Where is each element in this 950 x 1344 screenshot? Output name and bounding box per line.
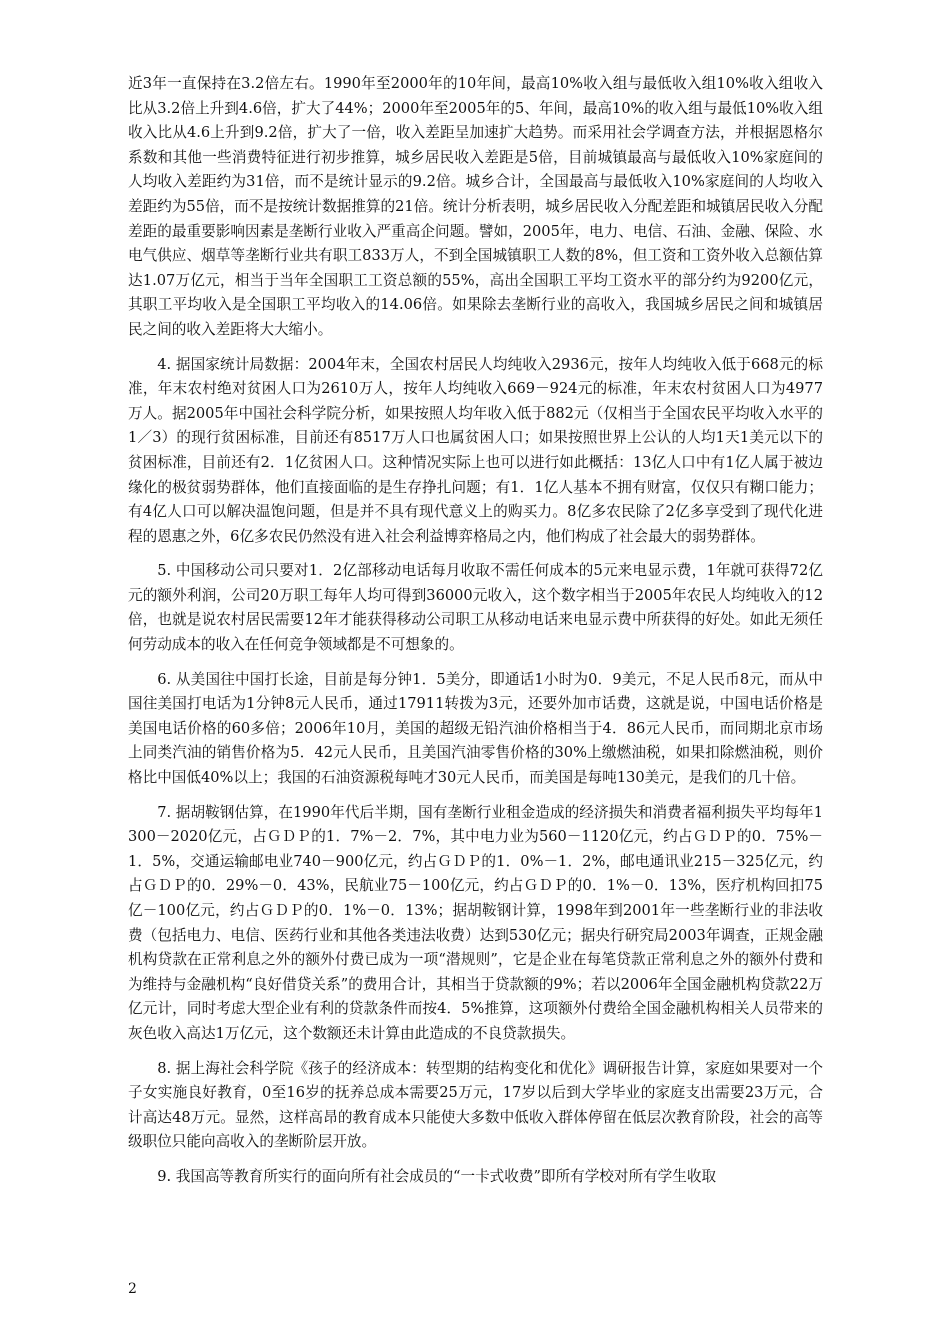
paragraph-item-4: 4. 据国家统计局数据：2004年末，全国农村居民人均纯收入2936元，按年人均纯收入低于668元的标准，年末农村绝对贫困人口为2610万人，按年人均纯收入669－924元的标准，年末农村贫困人口为4977万人。据2005年中国社会科学院分析，如果按照人均年收入低于882元（仅相当于全国农民平均收入水平的1／3）的现行贫困标准，目前还有8517万人口也属贫困人口；如果按照世界上公认的人均1天1美元以下的贫困标准，目前还有2．1亿贫困人口。这种情况实际上也可以进行如此概括：13亿人口中有1亿人属于被边缘化的极贫弱势群体，他们直接面临的是生存挣扎问题；有1．1亿人基本不拥有财富，仅仅只有糊口能力；有4亿人口可以解决温饱问题，但是并不具有现代意义上的购买力。8亿多农民除了2亿多享受到了现代化进程的恩惠之外，6亿多农民仍然没有进入社会利益博弈格局之内，他们构成了社会最大的弱势群体。: [128, 355, 823, 545]
paragraph-continuation: 近3年一直保持在3.2倍左右。1990年至2000年的10年间，最高10%收入组与最低收入组10%收入组收入比从3.2倍上升到4.6倍，扩大了44%；2000年至2005年的5、年间，最高10%的收入组与最低10%收入组收入比从4.6上升到9.2倍，扩大了一倍，收入差距呈加速扩大趋势。而采用社会学调查方法，并根据恩格尔系数和其他一些消费特征进行初步推算，城乡居民收入差距是5倍，目前城镇最高与最低收入10%家庭间的人均收入差距约为31倍，而不是统计显示的9.2倍。城乡合计，全国最高与最低收入10%家庭间的人均收入差距约为55倍，而不是按统计数据推算的21倍。统计分析表明，城乡居民收入分配差距和城镇居民收入分配差距的最重要影响因素是垄断行业收入严重高企问题。譬如，2005年，电力、电信、石油、金融、保险、水电气供应、烟草等垄断行业共有职工833万人，不到全国城镇职工人数的8%，但工资和工资外收入总额估算达1.07万亿元，相当于当年全国职工工资总额的55%，高出全国职工平均工资水平的部分约为9200亿元，其职工平均收入是全国职工平均收入的14.06倍。如果除去垄断行业的高收入，我国城乡居民之间和城镇居民之间的收入差距将大大缩小。: [128, 75, 823, 338]
paragraph-item-8: 8. 据上海社会科学院《孩子的经济成本：转型期的结构变化和优化》调研报告计算，家庭如果要对一个子女实施良好教育，0至16岁的抚养总成本需要25万元，17岁以后到大学毕业的家庭支出需要23万元，合计高达48万元。显然，这样高昂的教育成本只能使大多数中低收入群体停留在低层次教育阶段，社会的高等级职位只能向高收入的垄断阶层开放。: [128, 1059, 823, 1151]
paragraph-item-7: 7. 据胡鞍钢估算，在1990年代后半期，国有垄断行业租金造成的经济损失和消费者福利损失平均每年1300－2020亿元，占ＧＤＰ的1．7%－2．7%，其中电力业为560－1120亿元，约占ＧＤＰ的0．75%－1．5%，交通运输邮电业740－900亿元，约占ＧＤＰ的1．0%－1．2%，邮电通讯业215－325亿元，约占ＧＤＰ的0．29%－0．43%，民航业75－100亿元，约占ＧＤＰ的0．1%－0．13%，医疗机构回扣75亿－100亿元，约占ＧＤＰ的0．1%－0．13%；据胡鞍钢计算，1998年到2001年一些垄断行业的非法收费（包括电力、电信、医药行业和其他各类违法收费）达到530亿元；据央行研究局2003年调查，正规金融机构贷款在正常利息之外的额外付费已成为一项“潜规则”，它是企业在每笔贷款正常利息之外的额外付费和为维持与金融机构“良好借贷关系”的费用合计，其相当于贷款额的9%；若以2006年全国金融机构贷款22万亿元计，同时考虑大型企业有利的贷款条件而按4．5%推算，这项额外付费给全国金融机构相关人员带来的灰色收入高达1万亿元，这个数额还未计算由此造成的不良贷款损失。: [128, 803, 823, 1042]
paragraph-item-5: 5. 中国移动公司只要对1．2亿部移动电话每月收取不需任何成本的5元来电显示费，1年就可获得72亿元的额外利润，公司20万职工每年人均可得到36000元收入，这个数字相当于2005年农民人均纯收入的12倍，也就是说农村居民需要12年才能获得移动公司职工从移动电话来电显示费中所获得的好处。如此无须任何劳动成本的收入在任何竞争领域都是不可想象的。: [128, 562, 823, 654]
paragraph-item-6: 6. 从美国往中国打长途，目前是每分钟1．5美分，即通话1小时为0．9美元，不足人民币8元，而从中国往美国打电话为1分钟8元人民币，通过17911转拨为3元，还要外加市话费，这就是说，中国电话价格是美国电话价格的60多倍；2006年10月，美国的超级无铅汽油价格相当于4．86元人民币，而同期北京市场上同类汽油的销售价格为5．42元人民币，且美国汽油零售价格的30%上缴燃油税，如果扣除燃油税，则价格比中国低40%以上；我国的石油资源税每吨才30元人民币，而美国是每吨130美元，是我们的几十倍。: [128, 670, 823, 787]
body-text: [128, 72, 823, 1200]
paragraph-item-9: 9. 我国高等教育所实行的面向所有社会成员的“一卡式收费”即所有学校对所有学生收取: [157, 1167, 717, 1185]
page-number: 2: [128, 1281, 137, 1297]
